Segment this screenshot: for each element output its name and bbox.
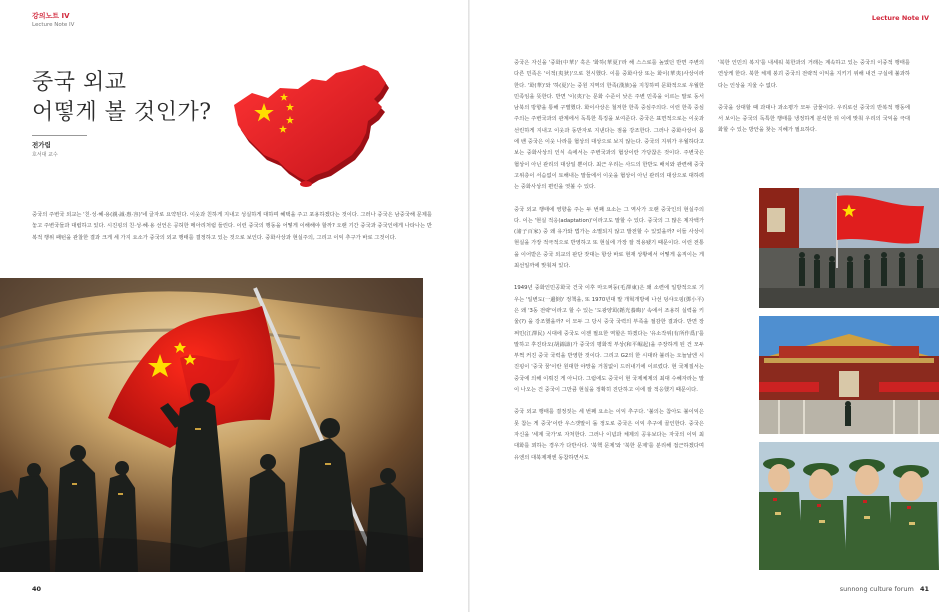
china-map-illustration [228,63,398,188]
paragraph: 1949년 중화인민공화국 건국 이후 마오쩌둥(毛澤東)은 왜 소련에 일방적으로 기우는 '일변도(一邊倒)' 정책을, 또 1970년대 말 개혁개방에 나선 덩샤오핑(鄧小平)은 왜 '3동 전략'이라고 할 수 있는 '도광양회(韜光養晦)' 속에서 조용히 실력을 키울(?) 을 강조했을까? 이 모두 그 당시 중국 국력의 부족을 절감한 결과다. 반면 장쩌민(江澤民) 시대에 중국도 이젠 필요한 역할은 하겠다는 '유소작위(有所作爲)'를 말하고 후진타오(胡錦濤)가 중국의 평화적 부상(和平崛起)을 주장하게 된 건 모두 부쩍 커진 중국 국력을 반영한 것이다. 그리고 G2의 한 시대라 불리는 오늘날엔 시진핑이 '중국 꿈'이란 원대한 야망을 거침없이 드러내기에 이르렀다. 현 국제질서는 중국에 의해 이뤄진 게 아니다. 그럼에도 중국이 현 국제체제의 최대 수혜자라는 말이 나오는 건 중국이 그만큼 현실을 정확히 진단하고 이에 잘 적응했기 때문이다. [514,285,704,394]
lead-paragraph: 중국의 주변국 외교는 '친·성·혜·용(親·誠·惠·容)'네 글자로 요약된다. 이웃과 친하게 지내고 성실하게 대하며 혜택을 주고 포용하겠다는 것이다. 그러나 중국은 남중국해 문제를 놓고 주변국들과 대립하고 있다. 시진핑의 친·성·혜·용 선언은 공허한 메아리처럼 들린다. 이런 중국의 행동을 어떻게 이해해야 할까? 오랜 기간 중국과 중국인에게 나타나는 반복적 행위 패턴을 관찰한 결과 크게 세 가지 요소가 중국의 외교 행태를 결정하고 있는 것으로 보인다. 중화사상과 현실주의, 그리고 이익 추구가 바로 그것이다. [32,212,432,241]
tiananmen-flag-photo [759,188,939,308]
footer-label: sunnong culture forum [839,585,914,593]
text-column-2 [718,58,910,148]
paragraph: 중국 외교 행태를 결정짓는 세 번째 요소는 이익 추구다. '불의는 참아도 불이익은 못 참는 게 중국'이란 우스갯말이 돌 정도로 중국은 이익 추구에 골인한다. 중국은 자신을 '세계 국가'로 자처한다. 그러나 이념과 체제의 공유보다는 자국의 이익 최대화를 꾀하는 경우가 다반사다. '북핵 문제'와 '북한 문제'를 분리해 접근하겠다며 유엔의 대북제재엔 동참하면서도 [514,409,704,461]
page-number: 40 [32,585,42,593]
paragraph: 중국은 자신을 '중화(中華)' 혹은 '화하(華夏)'라 해 스스로를 높였던 반면 주변의 다른 민족은 '이적(夷狄)'으로 천시했다. 이를 중화사상 또는 화이(華夷)사상이라 한다. '화(華)'와 '하(夏)'는 중원 지역의 한족(漢族)을 지칭하며 문화적으로 우월한 민족임을 뜻한다. 반면 '이(夷)'는 문화 수준이 낮은 주변 민족을 이르는 말로 동서남북의 방향을 통해 구별했다. 화이사상은 철저한 한족 중심주의다. 이런 한족 중심주의는 주변국과의 관계에서 독특한 특징을 보여준다. 중국은 표면적으로는 이웃과 선린하게 지내고 이웃과 동반자로 지낸다는 점을 강조한다. 그러나 중화사상이 몸에 밴 중국은 이웃 나라를 협상의 대상으로 보지 않는다. 중국의 지위가 우월하다고 보는 중화사상의 인식 속에서는 주변국과의 협상이란 가당찮은 것이다. 주변국은 협상이 아닌 관리의 대상일 뿐이다. 최근 우리는 사드의 한반도 배치와 관련해 중국 고위층이 서슴없이 토해내는 말들에서 이웃을 협상이 아닌 관리의 대상으로 대하려는 중화사상의 편린을 엿볼 수 있다. [514,60,704,191]
paragraph: '북한 인민의 복지'를 내세워 북한과의 거래는 계속하고 있는 중국의 이중적 행태를 연상케 한다. 북한 체제 붕괴 중국의 전략적 이익을 지키기 위해 내건 구실에 불과하다는 인상을 지울 수 없다. [718,60,910,89]
left-page [0,0,469,612]
title-line-1: 중국 외교 [32,70,127,95]
right-page [470,0,939,612]
byline [32,135,87,158]
paragraph: 중국을 상대할 때 과대나 과소평가 모두 금물이다. 우리로선 중국의 반복적 행동에서 보이는 중국의 독특한 행태를 냉정하게 분석한 뒤 이에 맞춰 우리의 국익을 극대화할 수 있는 방안을 찾는 지혜가 필요하다. [718,104,910,134]
page-number: 41 [919,585,929,593]
section-title: 강의노트 IV [32,12,70,20]
section-tag-right: Lecture Note IV [871,14,929,22]
author-affiliation: 호서대 교수 [32,152,58,158]
paragraph: 중국 외교 행태에 영향을 주는 두 번째 요소는 그 역사가 오랜 중국인의 현실주의다. 이는 '현실 적응(adaptation)'이라고도 말할 수 있다. 중국의 그 많은 제자백가(諸子百家) 중 왜 유가와 법가는 소멸되지 않고 발전할 수 있었을까? 이들 사상이 현실을 가장 적극적으로 반영하고 또 현실에 가장 잘 적용됐기 때문이다. 이런 전통을 이어받은 중국 외교의 판단 잣대는 항상 바로 현재 상황에서 어떻게 움직이는 게 최선일까에 맞춰져 있다. [514,206,704,270]
title-line-2: 어떻게 볼 것인가? [32,100,212,125]
text-column-1 [514,58,704,475]
author-name: 전가림 [32,141,51,149]
soldiers-photo [759,442,939,570]
section-subtitle: Lecture Note IV [32,22,75,28]
page-footer [840,585,929,593]
article-title [32,68,212,128]
tiananmen-gate-photo [759,316,939,434]
section-tag [32,12,74,30]
flag-ceremony-photo [0,278,423,572]
